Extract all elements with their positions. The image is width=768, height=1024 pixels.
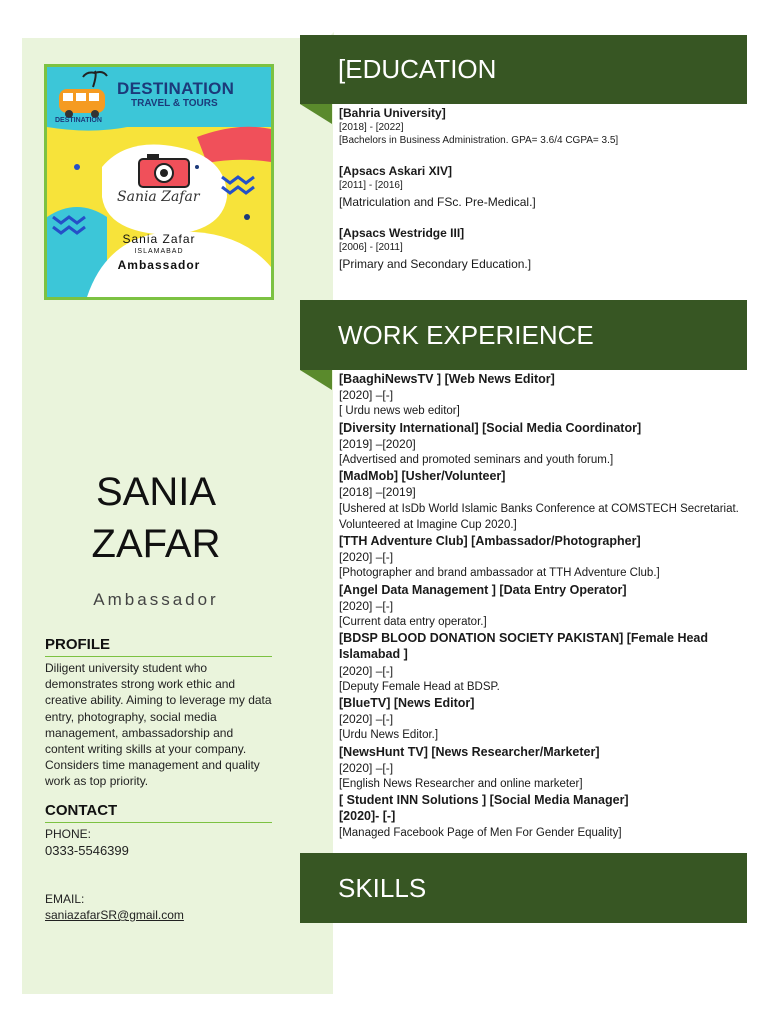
work-dates: [2019] –[2020]: [339, 436, 416, 451]
work-desc: [Managed Facebook Page of Men For Gender Equality]: [339, 826, 622, 839]
work-desc: [Advertised and promoted seminars and youth forum.]: [339, 454, 614, 467]
ambassador-badge-image: [44, 64, 274, 300]
work-item: [339, 630, 739, 695]
work-dates: [2020] –[-]: [339, 550, 394, 565]
work-item: [339, 582, 739, 631]
work-heading-tab: [300, 370, 332, 390]
profile-heading: PROFILE: [45, 636, 272, 657]
education-item: [339, 106, 739, 147]
work-role: [ Student INN Solutions ] [Social Media Manager]: [339, 793, 629, 808]
work-dates: [2020] –[-]: [339, 712, 394, 727]
work-dates: [2018] –[2019]: [339, 485, 416, 500]
badge-name: Sania Zafar: [122, 232, 196, 246]
badge-role: Ambassador: [117, 258, 201, 272]
education-school: [Bahria University]: [339, 106, 446, 120]
work-item: [339, 468, 739, 533]
work-dates: [2020] –[-]: [339, 388, 394, 403]
education-heading-tab: [300, 104, 332, 124]
skills-heading: SKILLS: [300, 853, 747, 923]
work-list: [339, 371, 739, 841]
work-item: [339, 420, 739, 469]
work-item: [339, 371, 739, 420]
education-item: [339, 226, 739, 272]
work-item: [339, 792, 739, 841]
education-school: [Apsacs Askari XIV]: [339, 164, 452, 178]
badge-brand: DESTINATION: [117, 79, 235, 98]
phone-label: PHONE:: [45, 827, 92, 841]
last-name: ZAFAR: [91, 522, 221, 566]
work-role: [Diversity International] [Social Media Coordinator]: [339, 420, 642, 435]
camera-icon: [139, 154, 189, 187]
work-desc: [English News Researcher and online marketer]: [339, 778, 583, 791]
phone-number: 0333-5546399: [45, 843, 129, 858]
badge-van-label: DESTINATION: [55, 117, 102, 124]
first-name: SANIA: [95, 470, 217, 514]
work-desc: [Urdu News Editor.]: [339, 729, 439, 742]
badge-tagline: TRAVEL & TOURS: [131, 98, 218, 109]
work-role: [Angel Data Management ] [Data Entry Operator]: [339, 582, 627, 597]
work-role: [BaaghiNewsTV ] [Web News Editor]: [339, 372, 555, 386]
education-item: [339, 164, 739, 210]
work-item: [339, 533, 739, 582]
education-detail: [Primary and Secondary Education.]: [339, 257, 532, 271]
work-dates: [2020]- [-]: [339, 809, 396, 824]
work-role: [MadMob] [Usher/Volunteer]: [339, 469, 506, 484]
education-dates: [2018] - [2022]: [339, 122, 404, 133]
work-desc: [Deputy Female Head at BDSP.: [339, 680, 500, 693]
profile-text: Diligent university student who demonstrates strong work ethic and creative ability. Aiming to leverage my data entry, photography, social media management, ambassadorship and content writing skills at your company. Considers time management and quality work as top priority.: [45, 661, 272, 789]
work-dates: [2020] –[-]: [339, 598, 394, 613]
education-heading: [EDUCATION: [300, 35, 747, 104]
work-role: [TTH Adventure Club] [Ambassador/Photographer]: [339, 534, 641, 549]
work-desc: [Ushered at IsDb World Islamic Banks Conference at COMSTECH Secretariat. Volunteered at Imagine Cup 2020.]: [339, 502, 739, 531]
badge-city: ISLAMABAD: [134, 248, 184, 255]
job-title: Ambassador: [93, 590, 219, 609]
work-role: [BDSP BLOOD DONATION SOCIETY PAKISTAN] [Female Head Islamabad ]: [339, 631, 709, 662]
work-role: [BlueTV] [News Editor]: [339, 696, 475, 711]
work-item: [339, 695, 739, 744]
badge-signature: Sania Zafar: [117, 189, 200, 205]
email-label: EMAIL:: [45, 892, 85, 906]
work-desc: [Current data entry operator.]: [339, 616, 487, 629]
contact-heading: CONTACT: [45, 802, 272, 823]
work-role: [NewsHunt TV] [News Researcher/Marketer]: [339, 744, 600, 759]
email-link[interactable]: saniazafarSR@gmail.com: [45, 908, 184, 922]
work-desc: [Photographer and brand ambassador at TTH Adventure Club.]: [339, 567, 660, 580]
work-dates: [2020] –[-]: [339, 663, 394, 678]
work-desc: [ Urdu news web editor]: [339, 405, 460, 418]
education-school: [Apsacs Westridge III]: [339, 226, 465, 240]
work-item: [339, 744, 739, 793]
education-dates: [2011] - [2016]: [339, 180, 403, 191]
work-dates: [2020] –[-]: [339, 760, 394, 775]
education-dates: [2006] - [2011]: [339, 242, 403, 253]
work-experience-heading: WORK EXPERIENCE: [300, 300, 747, 370]
education-detail: [Bachelors in Business Administration. GPA= 3.6/4 CGPA= 3.5]: [339, 135, 619, 146]
education-detail: [Matriculation and FSc. Pre-Medical.]: [339, 195, 536, 209]
